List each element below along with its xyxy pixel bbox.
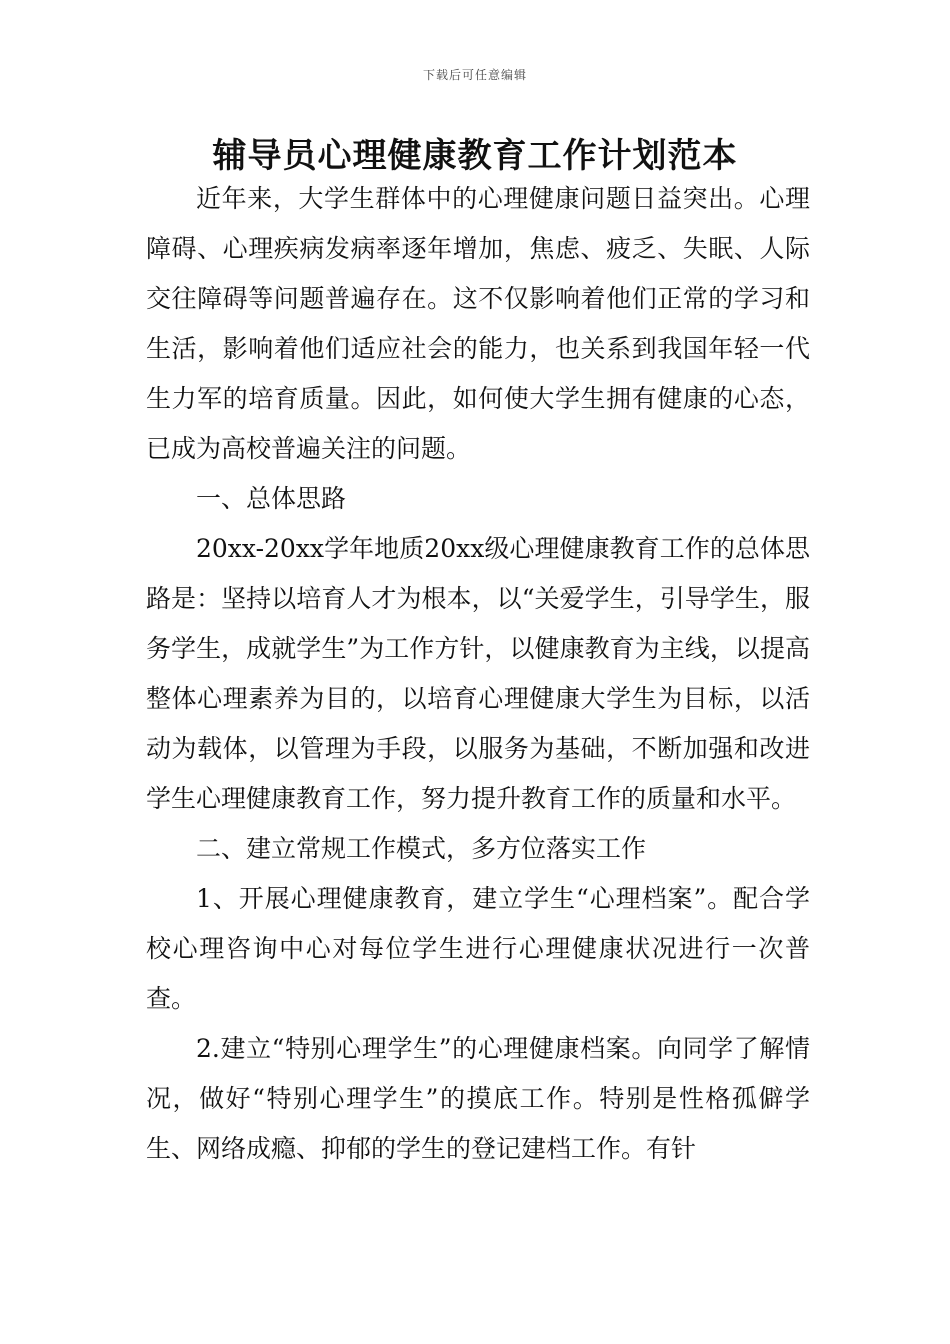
heading-work-model: 二、建立常规工作模式，多方位落实工作: [196, 834, 647, 863]
header-note: 下载后可任意编辑: [422, 68, 527, 82]
heading-overall-approach: 一、总体思路: [196, 484, 347, 513]
document-title: 辅导员心理健康教育工作计划范本: [212, 136, 738, 176]
document-body: [146, 174, 810, 1174]
paragraph-item-2: 2.建立“特别心理学生”的心理健康档案。向同学了解情况，做好“特别心理学生”的摸底工作。特别是性格孤僻学生、网络成瘾、抑郁的学生的登记建档工作。有针: [146, 1034, 810, 1163]
paragraph-intro: 近年来，大学生群体中的心理健康问题日益突出。心理障碍、心理疾病发病率逐年增加，焦虑、疲乏、失眠、人际交往障碍等问题普遍存在。这不仅影响着他们正常的学习和生活，影响着他们适应社会的能力，也关系到我国年轻一代生力军的培育质量。因此，如何使大学生拥有健康的心态，已成为高校普遍关注的问题。: [146, 184, 810, 463]
paragraph-overall-approach: 20xx-20xx学年地质20xx级心理健康教育工作的总体思路是：坚持以培育人才为根本，以“关爱学生，引导学生，服务学生，成就学生”为工作方针，以健康教育为主线，以提高整体心理素养为目的，以培育心理健康大学生为目标，以活动为载体，以管理为手段，以服务为基础，不断加强和改进学生心理健康教育工作，努力提升教育工作的质量和水平。: [146, 534, 810, 813]
paragraph-item-1: 1、开展心理健康教育，建立学生“心理档案”。配合学校心理咨询中心对每位学生进行心理健康状况进行一次普查。: [146, 884, 810, 1013]
